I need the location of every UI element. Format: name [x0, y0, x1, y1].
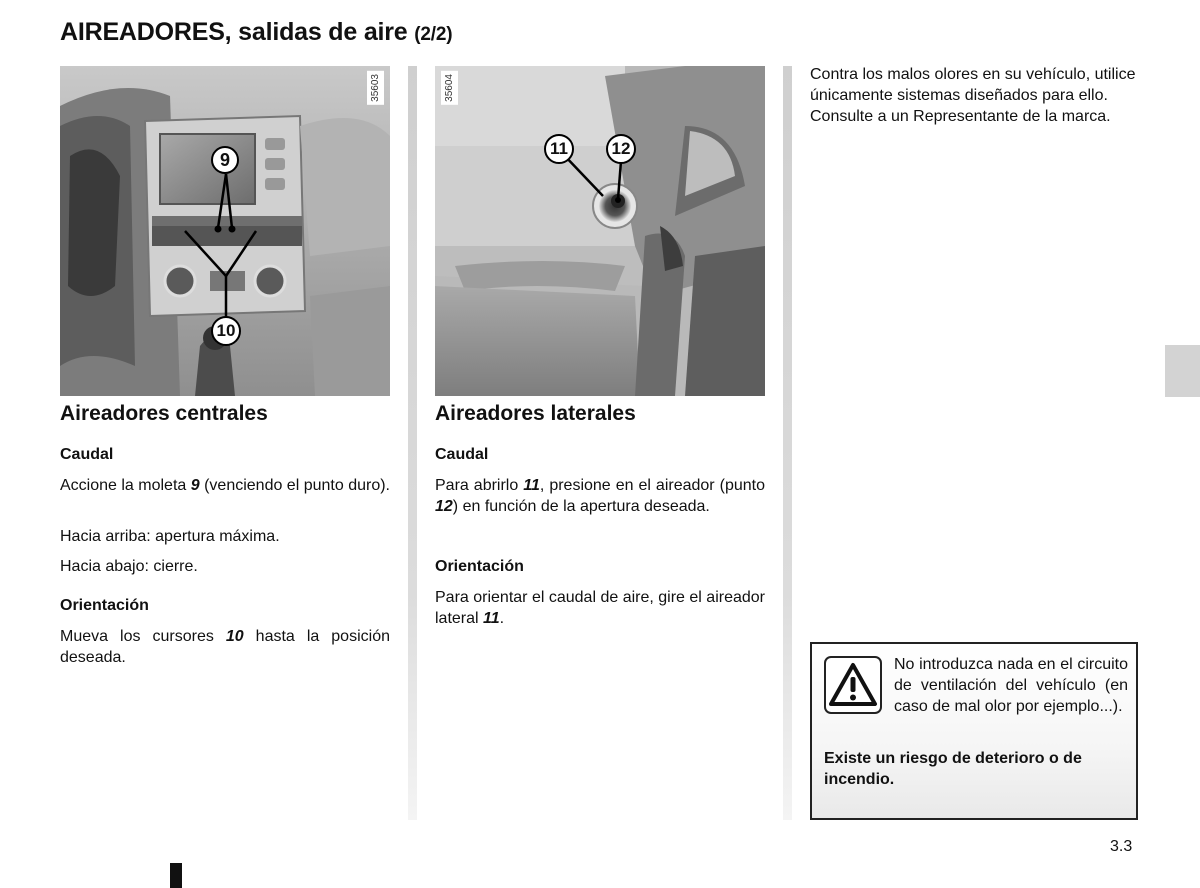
text: Accione la moleta [60, 477, 191, 494]
heading-side-vents: Aireadores laterales [435, 402, 636, 425]
text: , presione en el aireador (punto [539, 477, 765, 494]
paragraph-closing: Hacia abajo: cierre. [60, 558, 198, 575]
ref-number: 11 [483, 610, 500, 627]
subheading-caudal: Caudal [435, 446, 489, 463]
dashboard-side-illustration [435, 66, 765, 396]
heading-central-vents: Aireadores centrales [60, 402, 268, 425]
subheading-caudal: Caudal [60, 446, 114, 463]
page-title-text: AIREADORES, salidas de aire [60, 18, 408, 46]
ref-number: 12 [435, 498, 453, 515]
paragraph-odor-advice: Contra los malos olores en su vehículo, utilice únicamente sistemas diseñados para ello. Consulte a un Representante de la marca. [810, 66, 1136, 125]
column-divider-right [783, 66, 792, 820]
text: Para orientar el caudal de aire, gire el aireador lateral [435, 589, 765, 627]
text: (venciendo el punto duro). [199, 477, 390, 494]
warning-risk: Existe un riesgo de deterioro o de incendio. [824, 750, 1082, 788]
warning-box [810, 642, 1138, 820]
figure-central-vents [60, 66, 390, 396]
text: ) en función de la apertura deseada. [452, 498, 710, 515]
subheading-orientacion: Orientación [435, 558, 524, 575]
figure-code: 35603 [367, 71, 384, 105]
ref-number: 11 [523, 477, 540, 494]
paragraph-orientation-side [435, 587, 765, 629]
callout-12: 12 [606, 134, 636, 164]
text: hasta la posición deseada. [60, 628, 390, 666]
text: . [499, 610, 505, 627]
page-title [60, 18, 452, 47]
figure-code: 35604 [441, 71, 458, 105]
paragraph-orientation-central [60, 626, 390, 668]
column-divider-left [408, 66, 417, 820]
page-edge-mark [170, 863, 182, 888]
figure-side-vents [435, 66, 765, 396]
page-title-part: (2/2) [414, 24, 453, 45]
warning-triangle-icon [824, 656, 882, 714]
page-number: 3.3 [1110, 838, 1133, 855]
subheading-orientacion: Orientación [60, 597, 149, 614]
paragraph-max-opening: Hacia arriba: apertura máxima. [60, 528, 280, 545]
warning-text: No introduzca nada en el circuito de ventilación del vehículo (en caso de mal olor por ejemplo...). [894, 656, 1128, 715]
ref-number: 10 [225, 628, 244, 645]
chapter-tab [1165, 345, 1200, 397]
paragraph-caudal-central [60, 475, 390, 496]
callout-10: 10 [211, 316, 241, 346]
callout-11: 11 [544, 134, 574, 164]
paragraph-caudal-side [435, 475, 765, 517]
ref-number: 9 [190, 477, 200, 494]
text: Para abrirlo [435, 477, 524, 494]
dashboard-center-illustration [60, 66, 390, 396]
text: Mueva los cursores [60, 628, 226, 645]
callout-9: 9 [211, 146, 239, 174]
